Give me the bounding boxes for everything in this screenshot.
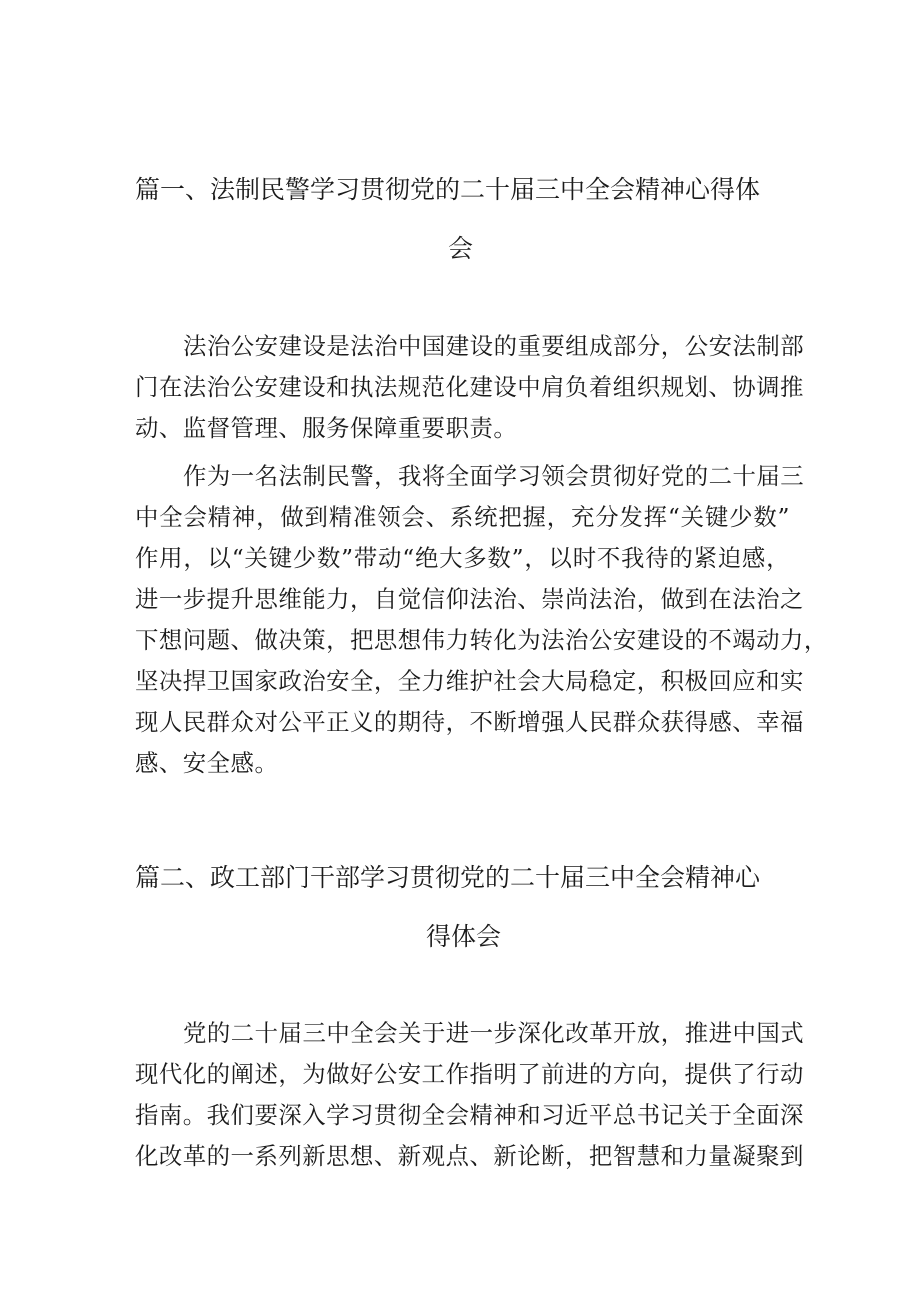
section-1-paragraph-2 [135,456,828,784]
section-2-title-continued: 得体会 [426,922,502,951]
text-line: 坚决捍卫国家政治安全，全力维护社会大局稳定，积极回应和实 [135,667,804,695]
text-line: 中全会精神，做到精准领会、系统把握，充分发挥“关键少数” [135,503,790,531]
text-line: 法治公安建设是法治中国建设的重要组成部分，公安法制部 [183,332,805,360]
text-line: 进一步提升思维能力，自觉信仰法治、崇尚法治，做到在法治之 [135,585,804,613]
section-1-paragraph-1 [135,326,805,449]
text-line: 门在法治公安建设和执法规范化建设中肩负着组织规划、协调推 [135,373,804,401]
text-line: 动、监督管理、服务保障重要职责。 [135,414,518,442]
section-1-title-continued: 会 [448,234,474,263]
section-2-paragraph-1 [135,1013,805,1177]
section-1-title: 篇一、法制民警学习贯彻党的二十届三中全会精神心得体 [135,175,761,204]
text-line: 党的二十届三中全会关于进一步深化改革开放，推进中国式 [183,1019,805,1047]
text-line: 指南。我们要深入学习贯彻全会精神和习近平总书记关于全面深 [135,1101,804,1129]
text-line: 作用，以“关键少数”带动“绝大多数”，以时不我待的紧迫感， [135,544,790,572]
text-line: 化改革的一系列新思想、新观点、新论断，把智慧和力量凝聚到 [135,1142,804,1170]
text-line: 感、安全感。 [135,749,279,777]
section-2-title: 篇二、政工部门干部学习贯彻党的二十届三中全会精神心 [135,863,761,892]
text-line: 下想问题、做决策，把思想伟力转化为法治公安建设的不竭动力， [135,626,828,654]
text-line: 现人民群众对公平正义的期待，不断增强人民群众获得感、幸福 [135,708,804,736]
text-line: 现代化的阐述，为做好公安工作指明了前进的方向，提供了行动 [135,1060,804,1088]
text-line: 作为一名法制民警，我将全面学习领会贯彻好党的二十届三 [183,462,805,490]
